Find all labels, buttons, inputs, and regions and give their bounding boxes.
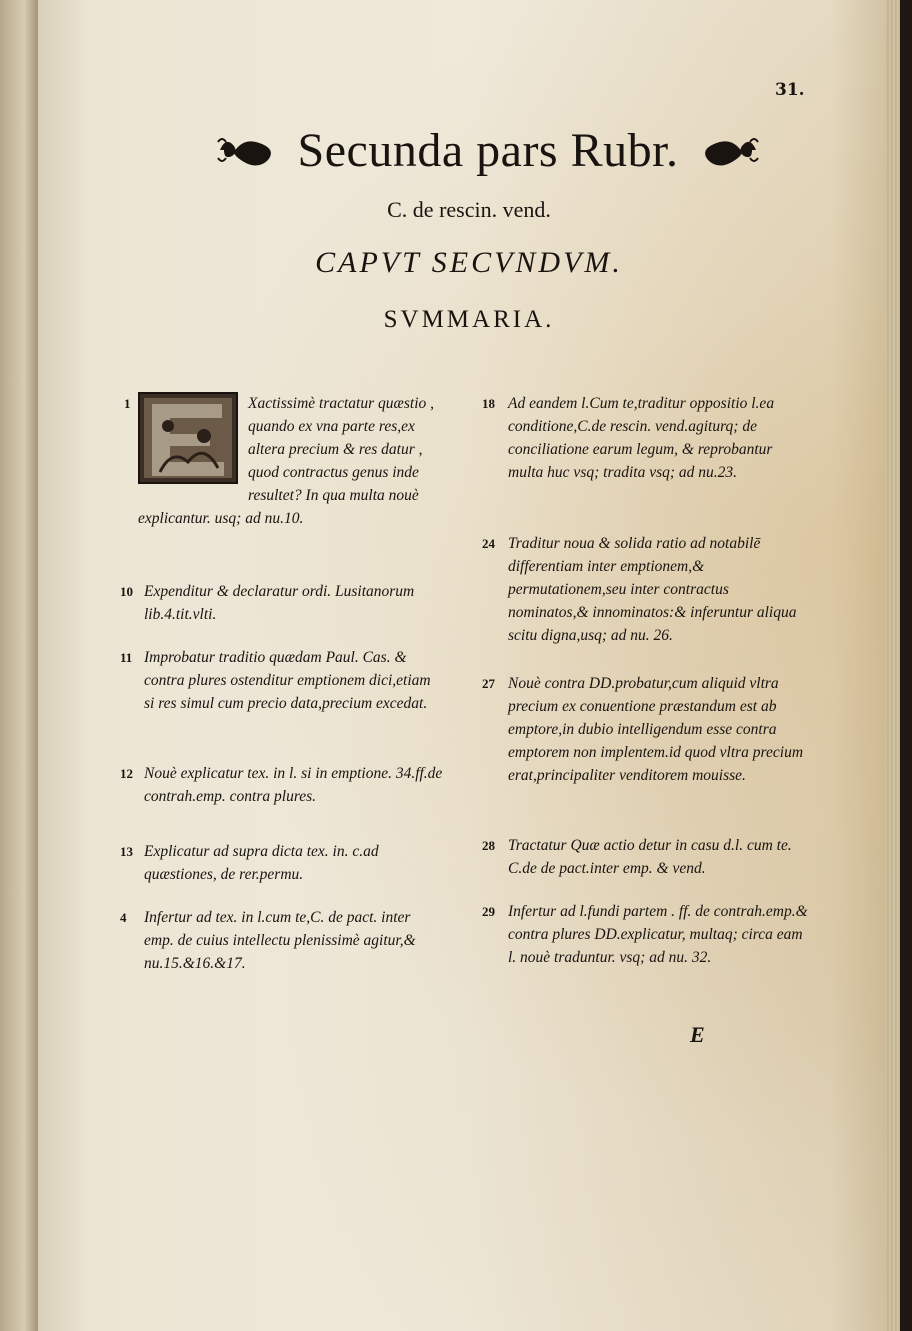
decorated-initial-e bbox=[138, 392, 238, 484]
summary-entry bbox=[120, 646, 444, 715]
entry-number: 11 bbox=[120, 650, 133, 665]
summary-entry bbox=[120, 762, 444, 808]
title-row bbox=[178, 115, 798, 185]
page-number: 31. bbox=[775, 80, 805, 100]
previous-page-edge bbox=[0, 0, 40, 1331]
entry-text: Nouè explicatur tex. in l. si in emptione. 34.ff.de contrah.emp. contra plures. bbox=[144, 765, 443, 805]
catchword: E bbox=[690, 1022, 705, 1047]
entry-text: Improbatur traditio quædam Paul. Cas. & contra plures ostenditur emptionem dici,etiam si res simul cum precio data,precium excedat. bbox=[144, 649, 431, 712]
right-fleuron-ornament bbox=[696, 130, 760, 170]
summary-entry bbox=[482, 672, 808, 787]
entry-text: Tractatur Quæ actio detur in casu d.l. cum te. C.de de pact.inter emp. & vend. bbox=[508, 837, 792, 877]
entry-number: 12 bbox=[120, 766, 133, 781]
entry-number: 18 bbox=[482, 396, 495, 411]
entry-number: 1 bbox=[124, 396, 131, 411]
left-fleuron-ornament bbox=[216, 130, 280, 170]
summaria-heading: SVMMARIA. bbox=[383, 306, 555, 333]
entry-number: 13 bbox=[120, 844, 133, 859]
summary-entry bbox=[482, 532, 808, 647]
entry-number: 28 bbox=[482, 838, 495, 853]
entry-text: Expenditur & declaratur ordi. Lusitanorum lib.4.tit.vlti. bbox=[144, 583, 415, 623]
entry-text: Xactissimè tractatur quæstio , quando ex vna parte res,ex altera precium & res datur , quod contractus genus inde resultet? In qua multa nouè explicantur. usq; ad nu.10. bbox=[138, 395, 434, 527]
entry-text: Ad eandem l.Cum te,traditur oppositio l.ea conditione,C.de rescin. vend.agiturq; de conciliatione earum legum, & reprobantur multa huc vsq; tradita vsq; ad nu.23. bbox=[508, 395, 775, 481]
entry-number: 29 bbox=[482, 904, 495, 919]
section-title: Secunda pars Rubr. bbox=[297, 123, 679, 177]
summary-entry bbox=[120, 840, 444, 886]
entry-number: 10 bbox=[120, 584, 133, 599]
subtitle: C. de rescin. vend. bbox=[387, 197, 551, 222]
chapter-heading: CAPVT SECVNDVM. bbox=[315, 246, 623, 279]
summary-entry bbox=[482, 900, 808, 969]
entry-text: Infertur ad l.fundi partem . ff. de contrah.emp.& contra plures DD.explicatur, multaq; circa eam l. nouè traduntur. vsq; ad nu. 32. bbox=[508, 903, 808, 966]
summary-entry bbox=[482, 834, 808, 880]
summary-entry bbox=[482, 392, 808, 484]
summary-entry bbox=[124, 392, 448, 530]
summary-entry bbox=[120, 580, 444, 626]
entry-number: 4 bbox=[120, 910, 127, 925]
entry-number: 24 bbox=[482, 536, 495, 551]
entry-text: Nouè contra DD.probatur,cum aliquid vltra precium ex conuentione præstandum est ab emptore,in dubio intelligendum esse contra emptorem non implentem.id quod vltra precium erat,principaliter venditorem mouisse. bbox=[508, 675, 804, 784]
summary-entry bbox=[120, 906, 444, 975]
entry-number: 27 bbox=[482, 676, 495, 691]
page bbox=[38, 0, 900, 1331]
entry-text: Traditur noua & solida ratio ad notabilē differentiam inter emptionem,& permutationem,seu inter contractus nominatos,& innominatos:& inferuntur aliqua scitu digna,usq; ad nu. 26. bbox=[508, 535, 797, 644]
entry-text: Infertur ad tex. in l.cum te,C. de pact. inter emp. de cuius intellectu plenissimè agitur,& nu.15.&16.&17. bbox=[144, 909, 416, 972]
entry-text: Explicatur ad supra dicta tex. in. c.ad quæstiones, de rer.permu. bbox=[144, 843, 379, 883]
